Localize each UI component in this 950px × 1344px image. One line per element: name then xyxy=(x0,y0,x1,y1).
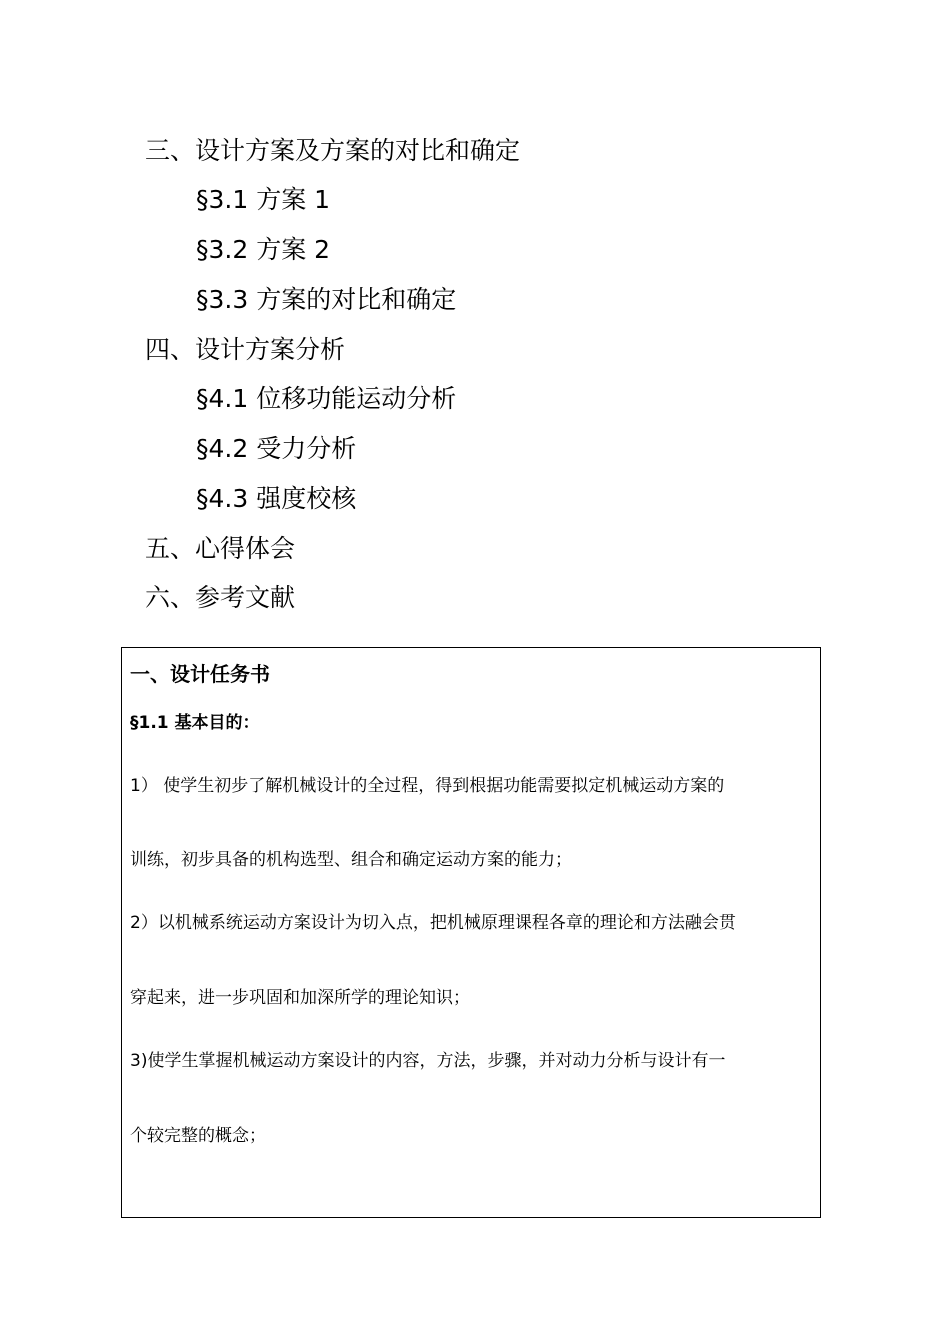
toc-item-4-3: §4.3 强度校核 xyxy=(196,484,357,513)
task-paragraph-line: 2）以机械系统运动方案设计为切入点，把机械原理课程各章的理论和方法融会贯 xyxy=(130,913,736,933)
toc-item-3-3: §3.3 方案的对比和确定 xyxy=(196,285,457,314)
toc-item-3-1: §3.1 方案 1 xyxy=(196,185,331,214)
toc-item-3-2: §3.2 方案 2 xyxy=(196,235,331,264)
task-paragraph-line: 3)使学生掌握机械运动方案设计的内容，方法，步骤，并对动力分析与设计有一 xyxy=(130,1051,726,1071)
toc-item-4-2: §4.2 受力分析 xyxy=(196,434,357,463)
toc-item-chapter-5: 五、心得体会 xyxy=(145,534,296,563)
task-paragraph-line: 穿起来，进一步巩固和加深所学的理论知识； xyxy=(130,988,470,1008)
toc-item-4-1: §4.1 位移功能运动分析 xyxy=(196,384,457,413)
task-paragraph-line: 训练，初步具备的机构选型、组合和确定运动方案的能力； xyxy=(130,850,572,870)
toc-item-chapter-6: 六、参考文献 xyxy=(145,583,296,612)
task-heading: 一、设计任务书 xyxy=(130,662,270,686)
toc-item-chapter-3: 三、设计方案及方案的对比和确定 xyxy=(145,136,521,165)
task-paragraph-line: 1） 使学生初步了解机械设计的全过程，得到根据功能需要拟定机械运动方案的 xyxy=(130,776,725,796)
toc-item-chapter-4: 四、设计方案分析 xyxy=(145,335,346,364)
task-subheading: §1.1 基本目的： xyxy=(130,713,260,733)
task-paragraph-line: 个较完整的概念； xyxy=(130,1126,266,1146)
design-task-box xyxy=(121,647,821,1218)
